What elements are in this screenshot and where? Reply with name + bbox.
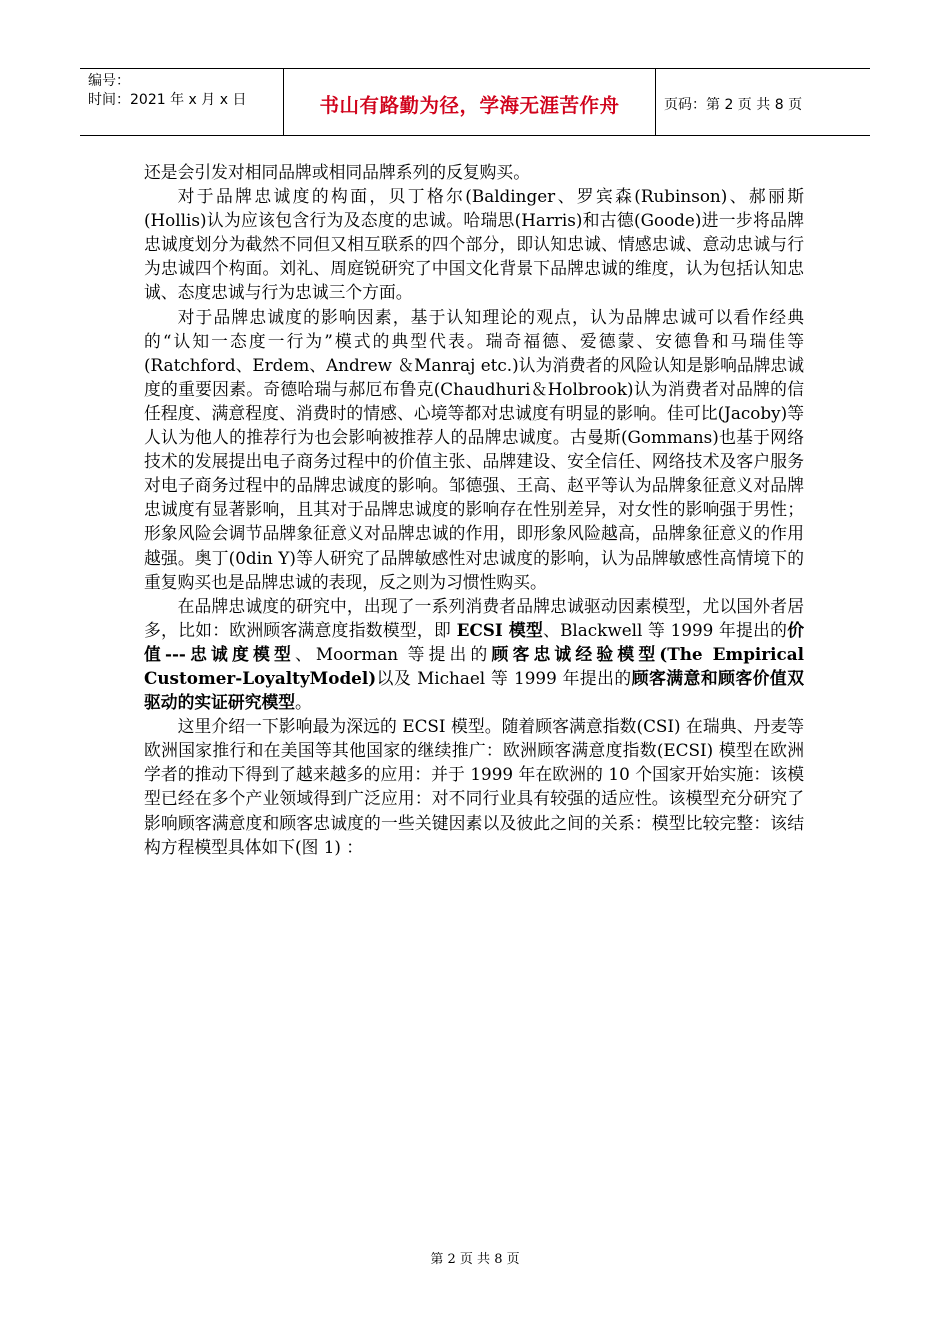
text-run: 以及 Michael 等 1999 年提出的 (376, 667, 632, 688)
header-page-info: 页码：第 2 页 共 8 页 (664, 97, 803, 113)
text-run: 在品牌忠诚度的研究中，出现了一系列消费者品牌忠诚驱动因素模型，尤以国外者居多，比如：欧洲顾客满意度指数模型，即 (144, 595, 804, 640)
text-run: 。 (295, 692, 312, 713)
page-header (80, 68, 870, 136)
text-run: 、Blackwell 等 1999 年提出的 (543, 619, 788, 640)
page-footer: 第 2 页 共 8 页 (430, 1252, 520, 1267)
paragraph: 对于品牌忠诚度的影响因素，基于认知理论的观点，认为品牌忠诚可以看作经典的“认知一态度一行为”模式的典型代表。瑞奇福德、爱德蒙、安德鲁和马瑞佳等(Ratchford、Erdem、Andrew ＆Manraj etc.)认为消费者的风险认知是影响品牌忠诚度的重要因素。奇德哈瑞与郝厄布鲁克(Chaudhuri＆Holbrook)认为消费者对品牌的信任程度、满意程度、消费时的情感、心境等都对忠诚度有明显的影响。佳可比(Jacoby)等人认为他人的推荐行为也会影响被推荐人的品牌忠诚度。古曼斯(Gommans)也基于网络技术的发展提出电子商务过程中的价值主张、品牌建设、安全信任、网络技术及客户服务对电子商务过程中的品牌忠诚度的影响。邹德强、王高、赵平等认为品牌象征意义对品牌忠诚度有显著影响，且其对于品牌忠诚度的影响存在性别差异，对女性的影响强于男性；形象风险会调节品牌象征意义对品牌忠诚的作用，即形象风险越高，品牌象征意义的作用越强。奥丁(0din Y)等人研究了品牌敏感性对忠诚度的影响，认为品牌敏感性高情境下的重复购买也是品牌忠诚的表现，反之则为习惯性购买。 (144, 306, 804, 592)
model-name-value-loyalty: 价值---忠诚度模型 (144, 619, 804, 664)
document-number-label: 编号： (88, 73, 130, 89)
model-name-dual-drive: 顾客满意和顾客价值双驱动的实证研究模型 (144, 667, 804, 713)
header-meta-cell (80, 69, 284, 135)
paragraph: 对于品牌忠诚度的构面，贝丁格尔(Baldinger、罗宾森(Rubinson)、郝丽斯(Hollis)认为应该包含行为及态度的忠诚。哈瑞思(Harris)和古德(Goode)进一步将品牌忠诚度划分为截然不同但又相互联系的四个部分，即认知忠诚、情感忠诚、意动忠诚与行为忠诚四个构面。刘礼、周庭锐研究了中国文化背景下品牌忠诚的维度，认为包括认知忠诚、态度忠诚与行为忠诚三个方面。 (144, 186, 804, 303)
document-date: 时间：2021 年 x 月 x 日 (88, 92, 247, 108)
model-name-ecsi: ECSI 模型 (456, 619, 544, 640)
paragraph-models (144, 594, 804, 714)
model-name-customer-loyalty: 顾客忠诚经验模型(The Empirical Customer-LoyaltyModel) (144, 643, 804, 688)
paragraph: 这里介绍一下影响最为深远的 ECSI 模型。随着顾客满意指数(CSI) 在瑞典、丹麦等欧洲国家推行和在美国等其他国家的继续推广：欧洲顾客满意度指数(ECSI) 模型在欧洲学者的推动下得到了越来越多的应用：并于 1999 年在欧洲的 10 个国家开始实施：该模型已经在多个产业领域得到广泛应用：对不同行业具有较强的适应性。该模型充分研究了影响顾客满意度和顾客忠诚度的一些关键因素以及彼此之间的关系：模型比较完整：该结构方程模型具体如下(图 1) ： (144, 716, 804, 857)
paragraph: 还是会引发对相同品牌或相同品牌系列的反复购买。 (144, 162, 530, 182)
text-run: 、Moorman 等提出的 (294, 643, 492, 664)
document-body (144, 160, 804, 859)
header-motto: 书山有路勤为径，学海无涯苦作舟 (284, 69, 656, 135)
